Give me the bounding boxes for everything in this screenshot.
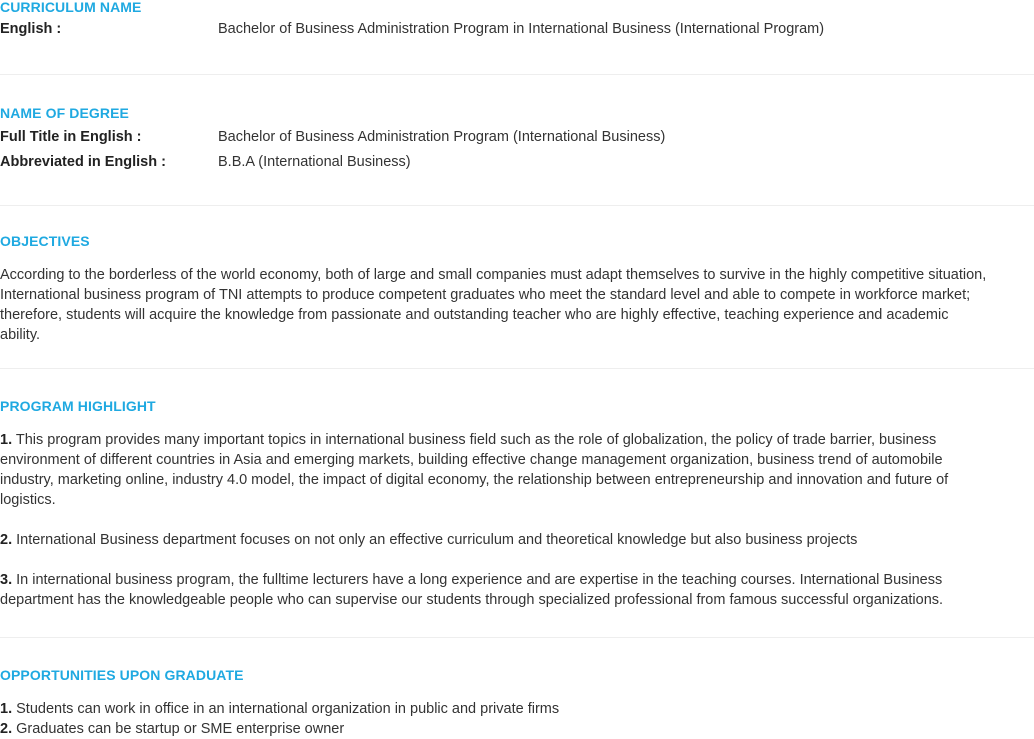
curriculum-section [0, 0, 1034, 42]
curriculum-heading: CURRICULUM NAME [0, 0, 142, 15]
highlight-item-text: This program provides many important topics in international business field such as the role of globalization, the policy of trade barrier, business environment of different countries in Asia and emerging markets, building effective change management organization, business trend of automobile industry, marketing online, industry 4.0 model, the impact of digital economy, the relationship between entrepreneurship and innovation and future of logistics. [0, 432, 949, 508]
divider [0, 205, 1034, 206]
highlight-item-text: In international business program, the fulltime lecturers have a long experience and are expertise in the teaching courses. International Business department has the knowledgeable people who can supervise our students through specialized professional from famous successful organizations. [0, 572, 944, 608]
abbr-value: B.B.A (International Business) [218, 154, 411, 170]
opportunity-item-text: Graduates can be startup or SME enterprise owner [12, 721, 345, 737]
divider [0, 368, 1034, 369]
highlight-item [0, 530, 1000, 550]
divider [0, 74, 1034, 75]
opportunity-item [0, 719, 1000, 739]
opportunities-heading: OPPORTUNITIES UPON GRADUATE [0, 667, 244, 683]
degree-full-row [0, 125, 1034, 150]
highlight-section [0, 397, 1034, 610]
objectives-section [0, 232, 1034, 345]
degree-heading: NAME OF DEGREE [0, 105, 129, 121]
curriculum-english-row [0, 17, 1034, 42]
divider [0, 637, 1034, 638]
highlight-item [0, 430, 1000, 510]
objectives-heading: OBJECTIVES [0, 233, 90, 249]
english-value: Bachelor of Business Administration Program in International Business (International Program) [218, 21, 825, 37]
degree-abbr-row [0, 150, 1034, 175]
opportunity-item-number: 2. [0, 721, 13, 737]
opportunities-section [0, 666, 1034, 739]
highlight-item-text: International Business department focuses on not only an effective curriculum and theoretical knowledge but also business projects [12, 532, 858, 548]
opportunity-item [0, 699, 1000, 719]
opportunity-item-text: Students can work in office in an international organization in public and private firms [12, 701, 560, 717]
highlight-heading: PROGRAM HIGHLIGHT [0, 398, 156, 414]
opportunity-item-number: 1. [0, 701, 13, 717]
abbr-label: Abbreviated in English : [0, 154, 166, 170]
highlight-item-number: 3. [0, 572, 13, 588]
degree-section [0, 104, 1034, 175]
full-title-value: Bachelor of Business Administration Program (International Business) [218, 129, 666, 145]
highlight-item-number: 1. [0, 432, 13, 448]
english-label: English : [0, 21, 62, 37]
highlight-item-number: 2. [0, 532, 13, 548]
full-title-label: Full Title in English : [0, 129, 142, 145]
objectives-text: According to the borderless of the world economy, both of large and small companies must adapt themselves to survive in the highly competitive situation, International business program of TNI attempts to produce competent graduates who meet the standard level and able to compete in workforce market; therefore, students will acquire the knowledge from passionate and outstanding teacher who are highly effective, teaching experience and academic ability. [0, 267, 987, 343]
highlight-item [0, 570, 1000, 610]
